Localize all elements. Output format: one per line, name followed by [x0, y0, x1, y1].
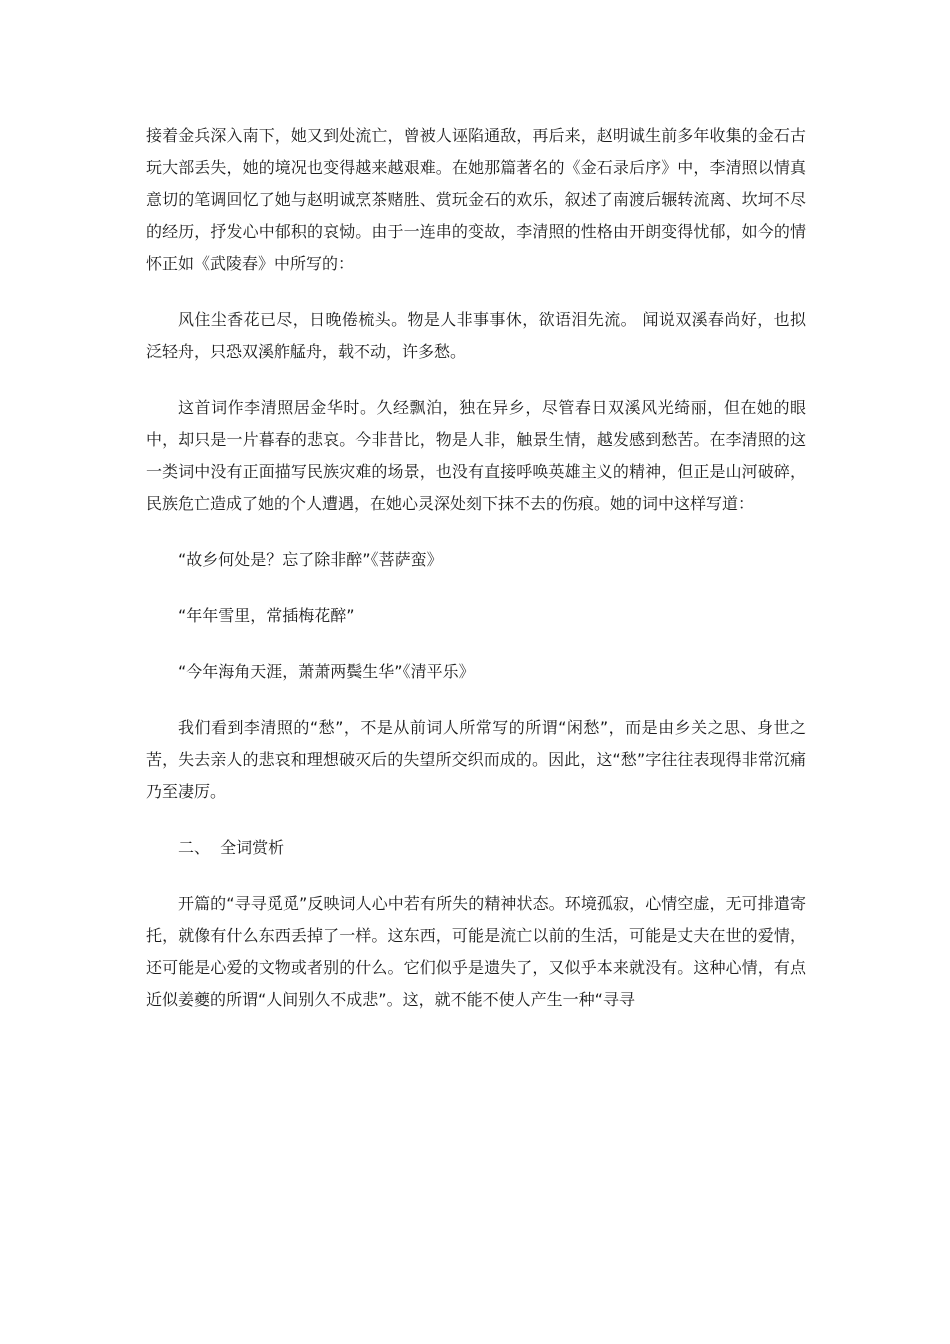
poem-wulingchun: 风住尘香花已尽，日晚倦梳头。物是人非事事休，欲语泪先流。 闻说双溪春尚好，也拟泛轻舟，只恐双溪舴艋舟，载不动，许多愁。: [146, 310, 806, 361]
document-body: [146, 120, 806, 1016]
paragraph-sorrow-analysis: 我们看到李清照的“愁”，不是从前词人所常写的所谓“闲愁”，而是由乡关之思、身世之苦，失去亲人的悲哀和理想破灭后的失望所交织而成的。因此，这“愁”字往往表现得非常沉痛乃至凄厉。: [146, 718, 806, 801]
quote-plum-blossom: “年年雪里，常插梅花醉”: [178, 606, 355, 625]
paragraph-jinhua-commentary: 这首词作李清照居金华时。久经飘泊，独在异乡，尽管春日双溪风光绮丽，但在她的眼中，却只是一片暮春的悲哀。今非昔比，物是人非，触景生情，越发感到愁苦。在李清照的这一类词中没有正面描写民族灾难的场景，也没有直接呼唤英雄主义的精神，但正是山河破碎，民族危亡造成了她的个人遭遇，在她心灵深处刻下抹不去的伤痕。她的词中这样写道：: [146, 398, 806, 513]
paragraph-li-qingzhao-exile: 接着金兵深入南下，她又到处流亡，曾被人诬陷通敌，再后来，赵明诚生前多年收集的金石古玩大部丢失，她的境况也变得越来越艰难。在她那篇著名的《金石录后序》中，李清照以情真意切的笔调回忆了她与赵明诚烹茶赌胜、赏玩金石的欢乐，叙述了南渡后辗转流离、坎坷不尽的经历，抒发心中郁积的哀恸。由于一连串的变故，李清照的性格由开朗变得忧郁，如今的情怀正如《武陵春》中所写的：: [146, 126, 806, 273]
paragraph-opening-analysis: 开篇的“寻寻觅觅”反映词人心中若有所失的精神状态。环境孤寂，心情空虚，无可排遣寄托，就像有什么东西丢掉了一样。这东西，可能是流亡以前的生活，可能是丈夫在世的爱情，还可能是心爱的文物或者别的什么。它们似乎是遗失了，又似乎本来就没有。这种心情，有点近似姜夔的所谓“人间别久不成悲”。这，就不能不使人产生一种“寻寻: [146, 894, 806, 1009]
section-heading-full-analysis: 二、 全词赏析: [178, 838, 285, 857]
quote-pusaman: “故乡何处是？忘了除非醉”《菩萨蛮》: [178, 550, 443, 569]
quote-qingpingle: “今年海角天涯，萧萧两鬓生华”《清平乐》: [178, 662, 475, 681]
